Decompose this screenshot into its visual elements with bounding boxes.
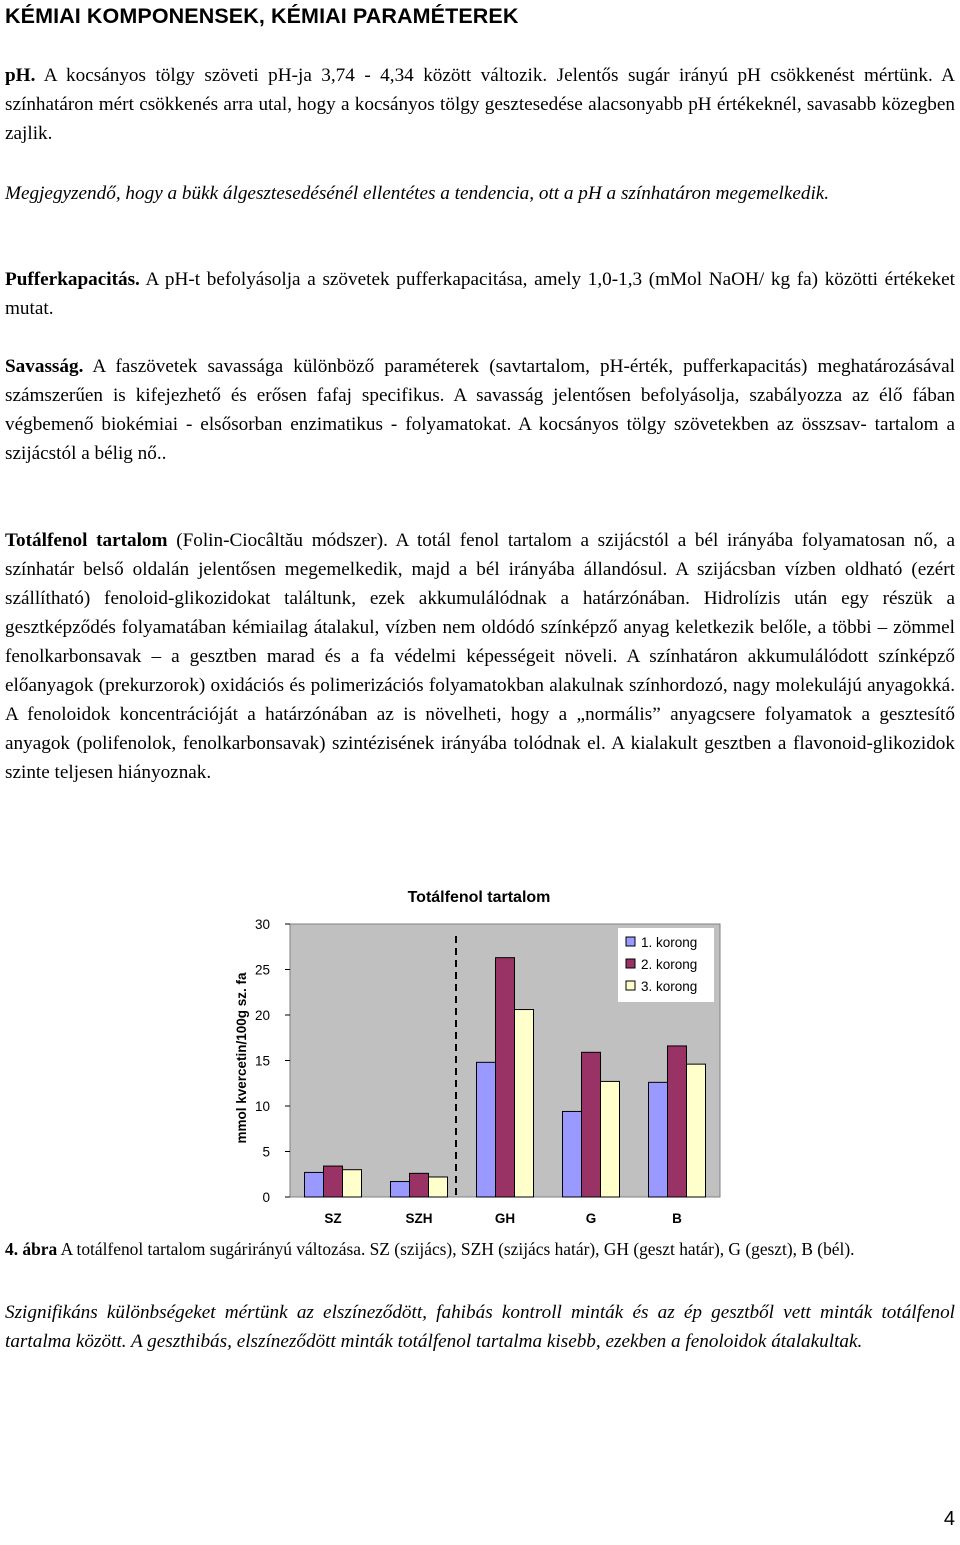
section-heading: KÉMIAI KOMPONENSEK, KÉMIAI PARAMÉTEREK	[5, 4, 519, 28]
phenol-text: (Folin-Ciocâltău módszer). A totál fenol tartalom a szijácstól a bél irányába folyamatosan nő, a színhatár belső oldalán jelentősen megemelkedik, majd a bél irányába állandósul. A szijácsban vízben oldható (ezért szállítható) fenoloid-glikozidokat találtunk, ezek akkumulálódnak a határzónában. Hidrolízis után egy részük a gesztképződés folyamatában kémiailag átalakul, vízben nem oldódó színképző anyag keletkezik belőle, a többi – zömmel fenolkarbonsavak – a gesztben marad és a fa védelmi képességeit növeli. A színhatáron akkumulálódott színképző előanyagok (prekurzorok) oxidációs és polimerizációs folyamatokban alakulnak színhordozó, nagy molekulájú anyagokká. A fenoloidok koncentrációját a határzónában az is növelheti, hogy a „normális” anyagcsere folyamatok a gesztesítő anyagok (polifenolok, fenolkarbonsavak) szintézisének irányába tolódnak el. A kialakult gesztben a flavonoid-glikozidok szinte teljesen hiányoznak.	[5, 530, 955, 783]
conclusion-paragraph: Szignifikáns különbségeket mértünk az elszíneződött, fahibás kontroll minták és az ép gesztből vett minták totálfenol tartalma között. A geszthibás, elszíneződött minták totálfenol tartalma kisebb, ezekben a fenoloidok átalakultak.	[5, 1302, 955, 1352]
bar	[429, 1177, 448, 1197]
acidity-text: A faszövetek savassága különböző paraméterek (savtartalom, pH-érték, pufferkapacitás) meghatározásával számszerűen is kifejezhető és erősen fafaj specifikus. A savasság jelentősen befolyásolja, szabályozza az élő fában végbemenő biokémiai - elsősorban enzimatikus - folyamatokat. A kocsányos tölgy szövetekben az összsav- tartalom a szijácstól a bélig nő..	[5, 356, 955, 464]
chart-title: Totálfenol tartalom	[407, 889, 551, 906]
bar	[305, 1172, 324, 1197]
bar	[649, 1082, 668, 1197]
bar	[496, 958, 515, 1197]
x-tick-label: B	[672, 1211, 682, 1226]
page-number: 4	[943, 1508, 955, 1530]
bar	[601, 1081, 620, 1197]
y-tick-label: 10	[254, 1099, 270, 1114]
bar	[477, 1062, 496, 1197]
legend-label: 1. korong	[641, 935, 698, 950]
bar	[668, 1046, 687, 1197]
y-tick-label: 20	[254, 1008, 270, 1023]
y-tick-label: 25	[254, 962, 270, 978]
bar	[515, 1010, 534, 1197]
bar	[343, 1170, 362, 1197]
x-tick-label: GH	[494, 1211, 516, 1226]
legend-label: 2. korong	[641, 957, 698, 972]
buffer-label: Pufferkapacitás.	[5, 269, 140, 290]
bar	[687, 1064, 706, 1197]
x-tick-label: G	[585, 1211, 597, 1226]
plot-area	[255, 917, 720, 1226]
x-tick-label: SZ	[324, 1211, 342, 1226]
phenol-label: Totálfenol tartalom	[5, 530, 168, 551]
legend-swatch	[626, 981, 635, 990]
y-tick-label: 0	[262, 1190, 270, 1205]
y-axis-label: mmol kvercetin/100g sz. fa	[234, 972, 249, 1144]
ph-text: A kocsányos tölgy szöveti pH-ja 3,74 - 4,34 között változik. Jelentős sugár irányú pH csökkenést mértünk. A színhatáron mért csökkenés arra utal, hogy a kocsányos tölgy gesztesedése alacsonyabb pH értékeknél, savasabb közegben zajlik.	[5, 65, 955, 144]
bar	[563, 1111, 582, 1197]
bar	[324, 1166, 343, 1197]
bar	[410, 1173, 429, 1197]
ph-label: pH.	[5, 65, 36, 86]
x-tick-label: SZH	[405, 1211, 433, 1226]
legend-swatch	[626, 937, 635, 946]
legend-label: 3. korong	[641, 979, 698, 994]
ph-note-paragraph: Megjegyzendő, hogy a bükk álgesztesedésénél ellentétes a tendencia, ott a pH a színhatáron megemelkedik.	[5, 183, 830, 204]
y-tick-label: 5	[262, 1144, 270, 1160]
caption-label: 4. ábra	[5, 1239, 58, 1259]
y-tick-label: 30	[254, 917, 270, 932]
y-tick-label: 15	[254, 1053, 270, 1069]
caption-text: A totálfenol tartalom sugárirányú változása. SZ (szijács), SZH (szijács határ), GH (geszt határ), G (geszt), B (bél).	[57, 1239, 855, 1259]
bar	[582, 1052, 601, 1197]
legend-swatch	[626, 959, 635, 968]
buffer-text: A pH-t befolyásolja a szövetek pufferkapacitása, amely 1,0-1,3 (mMol NaOH/ kg fa) közötti értékeket mutat.	[5, 269, 955, 319]
bar	[391, 1182, 410, 1197]
acidity-label: Savasság.	[5, 356, 84, 377]
